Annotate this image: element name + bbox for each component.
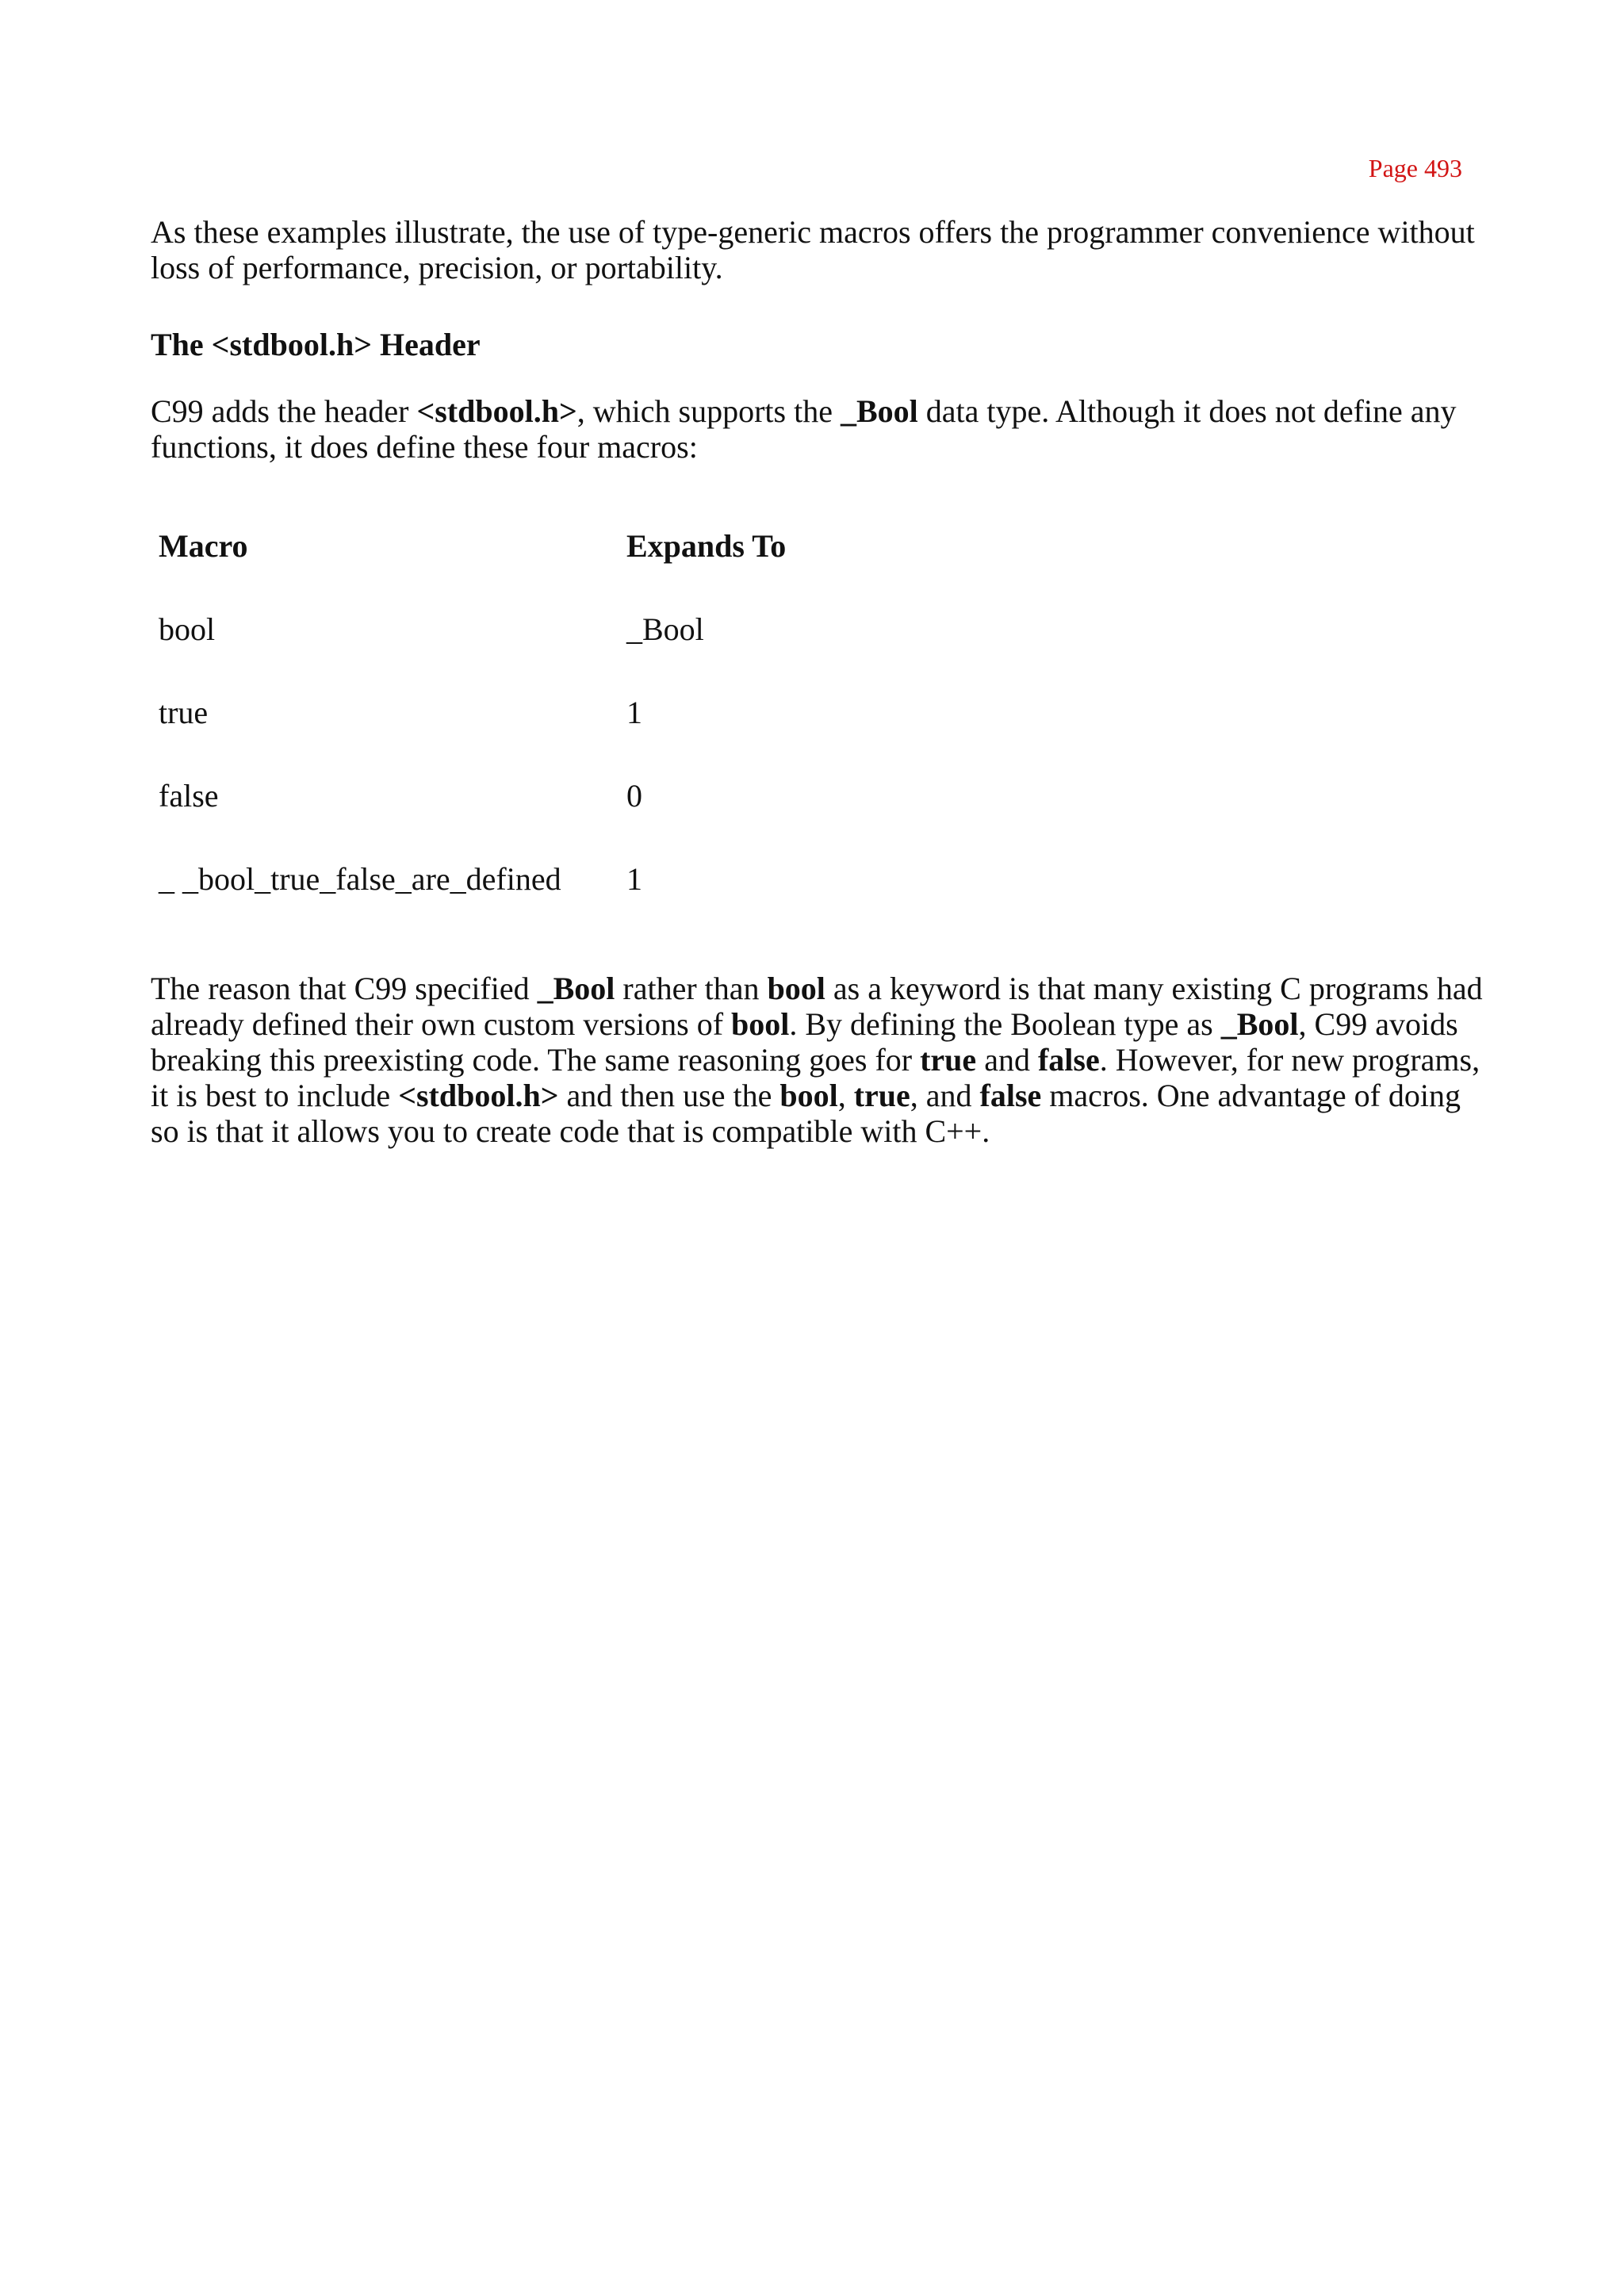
bold-term: true — [853, 1078, 910, 1113]
table-row — [159, 861, 1023, 944]
bold-term: bool — [779, 1078, 838, 1113]
table-row — [159, 778, 1023, 861]
bold-term: true — [920, 1042, 977, 1078]
text-run: , and — [910, 1078, 980, 1113]
text-run: rather than — [615, 971, 768, 1006]
text-run: , C99 avoids breaking this preexisting code. The same reasoning goes for — [151, 1006, 1458, 1078]
text-run: and — [976, 1042, 1038, 1078]
intro-paragraph: As these examples illustrate, the use of type-generic macros offers the programmer convenience without loss of performance, precision, or portability. — [151, 214, 1475, 285]
text-run: data type. Although it does not define any functions, it does define these four macros: — [151, 393, 1457, 465]
text-run: The reason that C99 specified — [151, 971, 538, 1006]
bold-term: <stdbool.h> — [398, 1078, 559, 1113]
expansion-cell: 1 — [626, 695, 642, 730]
text-run: C99 adds the header — [151, 393, 417, 429]
text-run: macros. One advantage of doing so is that it allows you to create code that is compatible with C++. — [151, 1078, 1461, 1149]
column-header-expands-to: Expands To — [626, 528, 787, 564]
text-run: and then use the — [558, 1078, 780, 1113]
table-header-row — [159, 528, 1023, 611]
macro-cell: false — [159, 778, 219, 814]
text-run: as a keyword is that many existing C programs had already defined their own custom versions of — [151, 971, 1483, 1042]
section-heading: The <stdbool.h> Header — [151, 327, 481, 362]
expansion-cell: _Bool — [626, 611, 704, 647]
macro-table — [159, 528, 1023, 944]
text-run: . However, for new programs, it is best to include — [151, 1042, 1480, 1113]
table-row — [159, 611, 1023, 695]
bold-term: _Bool — [840, 393, 918, 429]
bold-term: bool — [767, 971, 825, 1006]
stdbool-intro-paragraph — [151, 393, 1483, 465]
text-run: . By defining the Boolean type as — [789, 1006, 1221, 1042]
bold-term: _Bool — [537, 971, 615, 1006]
bold-term: <stdbool.h> — [416, 393, 577, 429]
table-row — [159, 695, 1023, 778]
bold-term: bool — [731, 1006, 790, 1042]
bold-term: false — [979, 1078, 1042, 1113]
page-number: Page 493 — [1368, 154, 1462, 182]
macro-cell: bool — [159, 611, 216, 647]
bold-term: _Bool — [1220, 1006, 1299, 1042]
text-run: , — [837, 1078, 854, 1113]
rationale-paragraph — [151, 971, 1483, 1149]
expansion-cell: 0 — [626, 778, 642, 814]
expansion-cell: 1 — [626, 861, 642, 897]
text-run: , which supports the — [576, 393, 841, 429]
column-header-macro: Macro — [159, 528, 248, 564]
macro-cell: true — [159, 695, 209, 730]
bold-term: false — [1037, 1042, 1100, 1078]
macro-cell: _ _bool_true_false_are_defined — [159, 861, 561, 897]
